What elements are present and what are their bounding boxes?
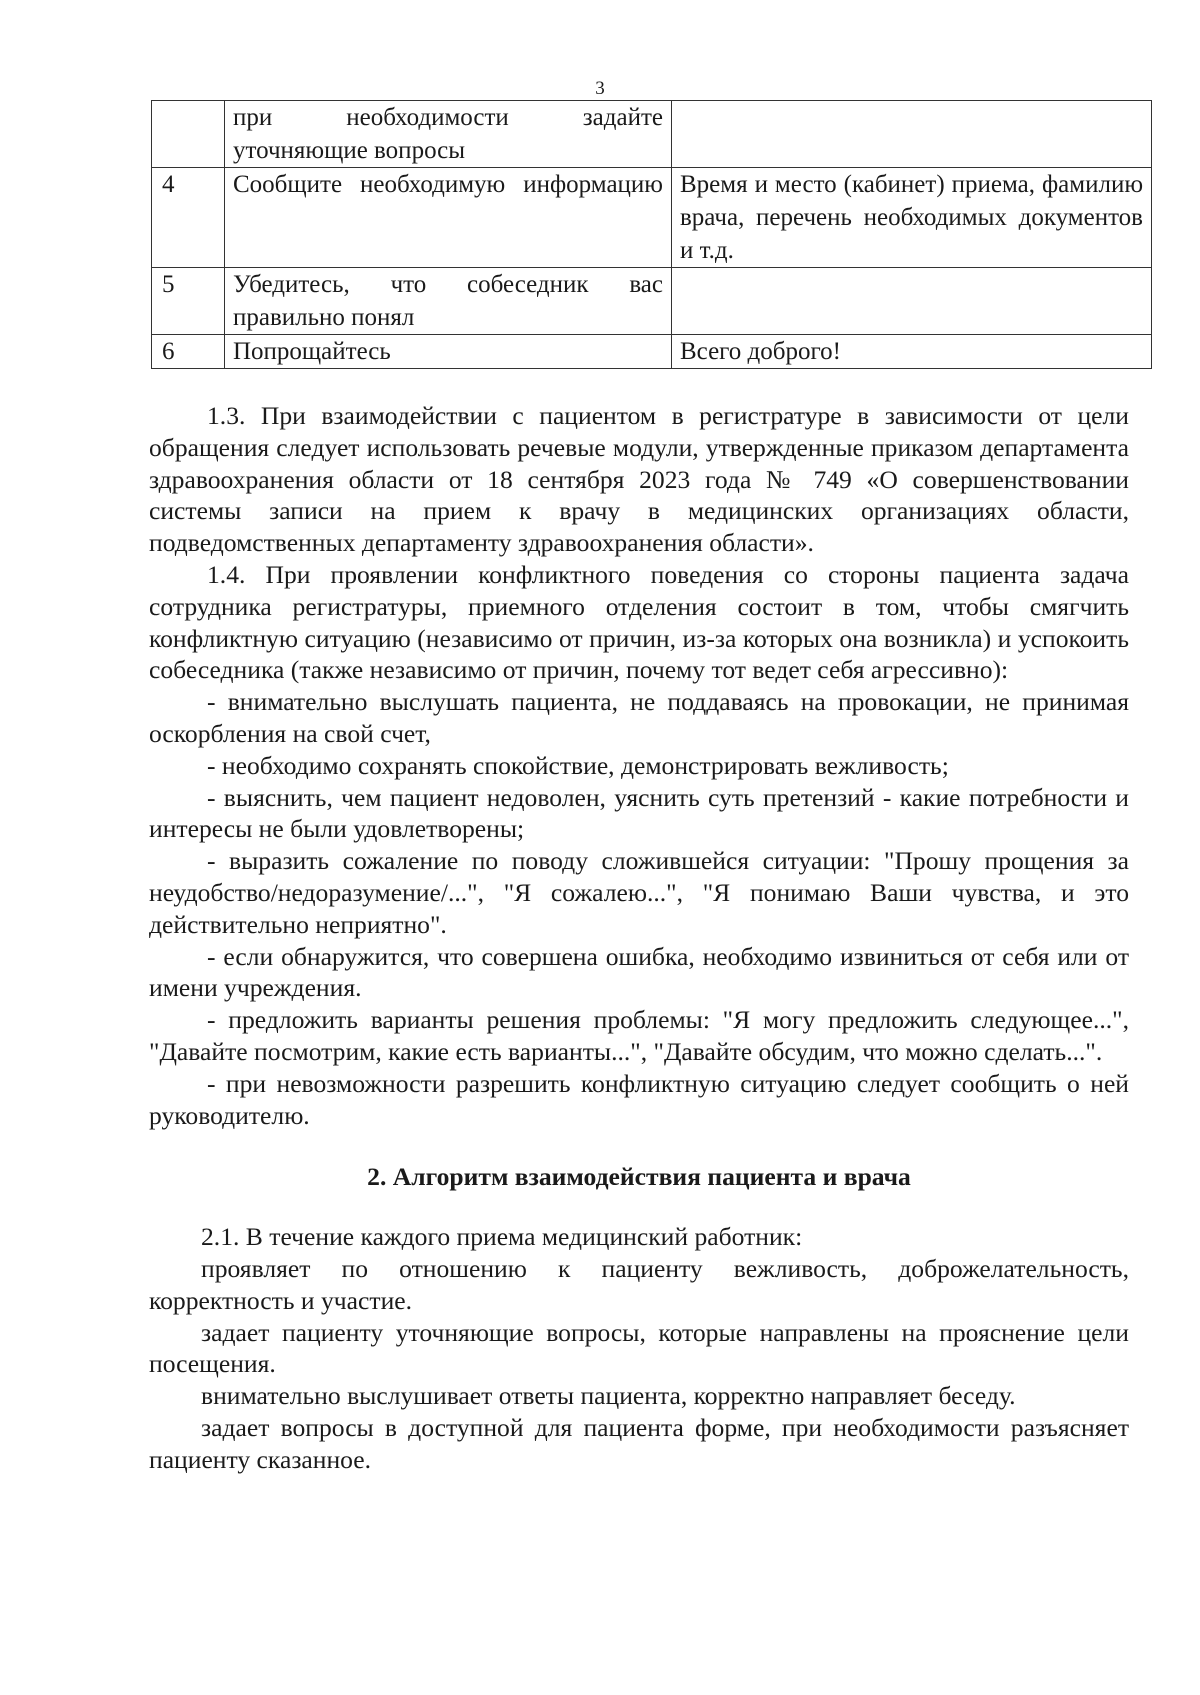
step-action: при необходимости задайте уточняющие вопросы bbox=[225, 101, 672, 168]
list-item: - при невозможности разрешить конфликтную ситуацию следует сообщить о ней руководителю. bbox=[149, 1068, 1129, 1130]
list-item: внимательно выслушивает ответы пациента, корректно направляет беседу. bbox=[201, 1381, 1016, 1411]
page-number: 3 bbox=[595, 78, 605, 99]
step-number bbox=[152, 101, 225, 168]
step-action: Сообщите необходимую информацию bbox=[225, 168, 672, 268]
step-example bbox=[672, 268, 1152, 335]
table-row bbox=[152, 268, 1152, 335]
step-action: Убедитесь, что собеседник вас правильно понял bbox=[225, 268, 672, 335]
table-row bbox=[152, 101, 1152, 168]
list-item: - если обнаружится, что совершена ошибка, необходимо извиниться от себя или от имени учреждения. bbox=[149, 941, 1129, 1003]
list-item: - выяснить, чем пациент недоволен, уяснить суть претензий - какие потребности и интересы не были удовлетворены; bbox=[149, 782, 1129, 844]
step-example: Время и место (кабинет) приема, фамилию врача, перечень необходимых документов и т.д. bbox=[672, 168, 1152, 268]
list-item: задает пациенту уточняющие вопросы, которые направлены на прояснение цели посещения. bbox=[149, 1317, 1129, 1379]
document-body bbox=[149, 400, 1129, 1476]
list-item: - выразить сожаление по поводу сложившейся ситуации: "Прошу прощения за неудобство/недоразумение/...", "Я сожалею...", "Я понимаю Ваши чувства, и это действительно неприятно". bbox=[149, 846, 1129, 939]
table-row bbox=[152, 168, 1152, 268]
table-row bbox=[152, 335, 1152, 369]
steps-table bbox=[151, 100, 1152, 369]
step-example: Всего доброго! bbox=[672, 335, 1152, 369]
step-example bbox=[672, 101, 1152, 168]
step-action: Попрощайтесь bbox=[225, 335, 672, 369]
step-number: 6 bbox=[152, 335, 225, 369]
list-item: - предложить варианты решения проблемы: "Я могу предложить следующее...", "Давайте посмотрим, какие есть варианты...", "Давайте обсудим, что можно сделать...". bbox=[149, 1005, 1129, 1066]
step-number: 5 bbox=[152, 268, 225, 335]
list-item: - внимательно выслушать пациента, не поддаваясь на провокации, не принимая оскорбления на свой счет, bbox=[149, 687, 1129, 748]
list-item: - необходимо сохранять спокойствие, демонстрировать вежливость; bbox=[207, 750, 949, 780]
list-item: задает вопросы в доступной для пациента форме, при необходимости разъясняет пациенту сказанное. bbox=[149, 1412, 1129, 1474]
section-heading: 2. Алгоритм взаимодействия пациента и врача bbox=[367, 1162, 911, 1192]
paragraph-1-3: 1.3. При взаимодействии с пациентом в регистратуре в зависимости от цели обращения следует использовать речевые модули, утвержденные приказом департамента здравоохранения области от 18 сентября 2023 года № 749 «О совершенствовании системы записи на прием к врачу в медицинских организациях области, подведомственных департаменту здравоохранения области». bbox=[149, 401, 1129, 558]
paragraph-2-1: 2.1. В течение каждого приема медицинский работник: bbox=[201, 1222, 803, 1252]
list-item: проявляет по отношению к пациенту вежливость, доброжелательность, корректность и участие. bbox=[149, 1253, 1129, 1315]
step-number: 4 bbox=[152, 168, 225, 268]
paragraph-1-4: 1.4. При проявлении конфликтного поведения со стороны пациента задача сотрудника регистратуры, приемного отделения состоит в том, чтобы смягчить конфликтную ситуацию (независимо от причин, из-за которых она возникла) и успокоить собеседника (также независимо от причин, почему тот ведет себя агрессивно): bbox=[149, 559, 1129, 685]
